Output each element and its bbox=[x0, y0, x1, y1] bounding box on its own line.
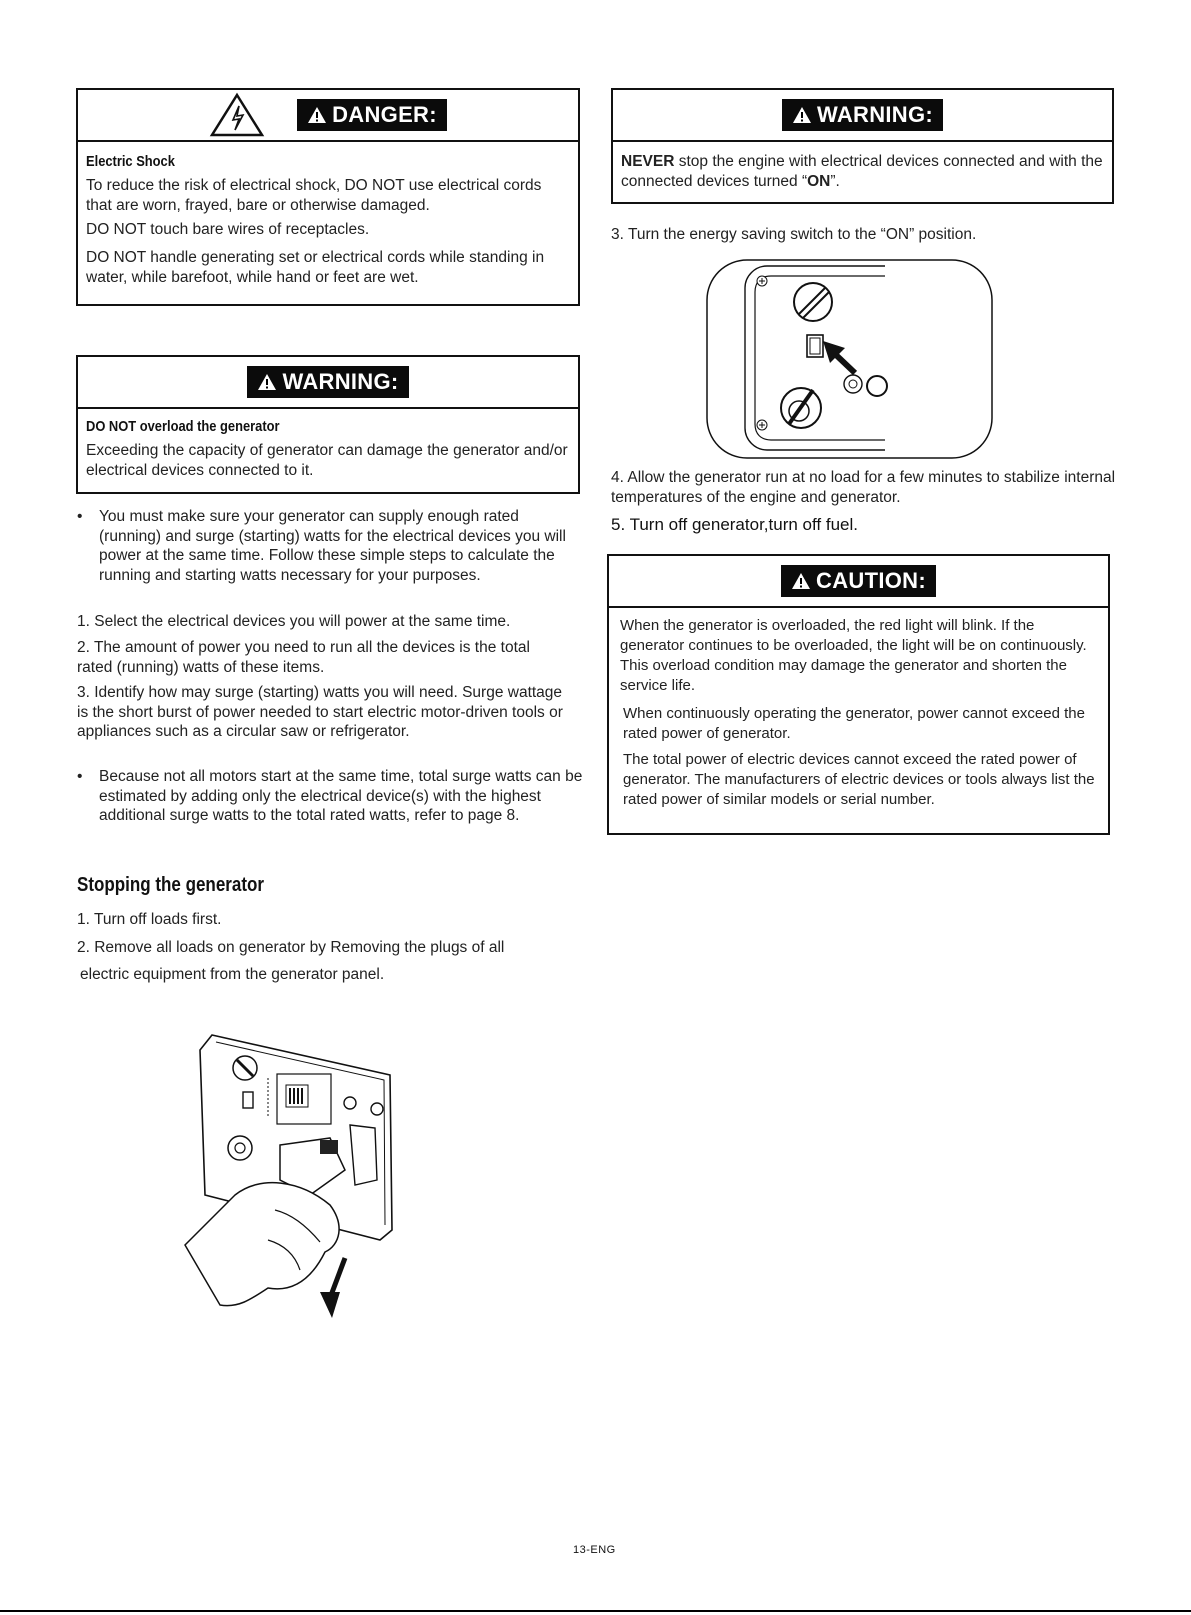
energy-switch-illustration bbox=[705, 258, 995, 463]
alert-triangle-icon bbox=[791, 572, 811, 590]
danger-box-header bbox=[78, 90, 578, 142]
warning-box-never-stop-body bbox=[613, 142, 1112, 192]
bullet-dot: • bbox=[77, 508, 83, 525]
danger-paragraph-1: To reduce the risk of electrical shock, DO NOT use electrical cords that are worn, frayed, bare or otherwise damaged. bbox=[86, 177, 542, 214]
warning-box-never-stop bbox=[611, 88, 1114, 204]
warning-box-never-stop-header bbox=[613, 90, 1112, 142]
caution-box-header bbox=[609, 556, 1108, 608]
caution-box bbox=[607, 554, 1110, 835]
step-2-amount: 2. The amount of power you need to run all the devices is the total rated (running) watts of these items. bbox=[77, 639, 530, 676]
danger-paragraph-3: DO NOT handle generating set or electrical cords while standing in water, while barefoot, while hand or feet are wet. bbox=[86, 249, 545, 286]
warning-badge bbox=[247, 366, 408, 398]
step-5-turn-off: 5. Turn off generator,turn off fuel. bbox=[611, 515, 858, 534]
never-stop-text-a: stop the engine with electrical devices connected and with the connected devices turned “ bbox=[621, 153, 1103, 190]
caution-paragraph-3: The total power of electric devices cannot exceed the rated power of generator. The manufacturers of electric devices or tools always list the rated power of similar models or serial number. bbox=[623, 751, 1095, 808]
step-3-identify: 3. Identify how may surge (starting) watts you will need. Surge wattage is the short burst of power needed to start electric motor-driven tools or appliances such as a circular saw or refrigerator. bbox=[77, 684, 563, 740]
overload-text: Exceeding the capacity of generator can damage the generator and/or electrical devices connected to it. bbox=[86, 442, 568, 479]
warning-badge bbox=[782, 99, 943, 131]
caution-label: CAUTION: bbox=[816, 568, 926, 593]
alert-triangle-icon bbox=[792, 106, 812, 124]
footer-rule bbox=[0, 1610, 1191, 1612]
danger-label: DANGER: bbox=[332, 102, 437, 127]
warning-box-overload bbox=[76, 355, 580, 494]
overload-subhead: DO NOT overload the generator bbox=[86, 418, 280, 435]
step-3-energy-switch: 3. Turn the energy saving switch to the “ON” position. bbox=[611, 226, 977, 243]
danger-badge bbox=[297, 99, 447, 131]
step-1-select: 1. Select the electrical devices you will power at the same time. bbox=[77, 613, 511, 630]
danger-paragraph-2: DO NOT touch bare wires of receptacles. bbox=[86, 221, 370, 238]
bullet-text-supply: You must make sure your generator can supply enough rated (running) and surge (starting) watts for the electrical devices you will power at the same time. Follow these simple steps to calculate the running and starting watts necessary for your purposes. bbox=[99, 508, 566, 584]
never-stop-text bbox=[621, 152, 1104, 192]
warning-box-overload-body bbox=[78, 409, 578, 481]
stopping-step-2b: electric equipment from the generator panel. bbox=[80, 966, 385, 983]
stopping-step-1: 1. Turn off loads first. bbox=[77, 911, 222, 928]
never-emphasis: NEVER bbox=[621, 153, 675, 170]
alert-triangle-icon bbox=[257, 373, 277, 391]
caution-box-body bbox=[609, 608, 1108, 810]
never-stop-text-b: ”. bbox=[830, 173, 840, 190]
section-title-stopping: Stopping the generator bbox=[77, 874, 264, 896]
warning-label: WARNING: bbox=[282, 369, 399, 394]
alert-triangle-icon bbox=[307, 106, 327, 124]
on-emphasis: ON bbox=[807, 173, 831, 190]
warning-box-overload-header bbox=[78, 357, 578, 409]
caution-paragraph-1: When the generator is overloaded, the red light will blink. If the generator continues to be overloaded, the light will be on continuously. This overload condition may damage the generator and shorten the service life. bbox=[620, 617, 1087, 694]
page-number: 13-ENG bbox=[573, 1544, 616, 1556]
electric-hazard-icon bbox=[209, 92, 265, 138]
danger-box-body bbox=[78, 142, 578, 288]
unplug-illustration bbox=[180, 1030, 410, 1320]
caution-paragraph-2: When continuously operating the generator, power cannot exceed the rated power of generator. bbox=[623, 705, 1085, 742]
warning-label: WARNING: bbox=[816, 102, 934, 127]
bullet-dot: • bbox=[77, 768, 83, 785]
stopping-step-2a: 2. Remove all loads on generator by Removing the plugs of all bbox=[77, 939, 505, 956]
bullet-text-motors: Because not all motors start at the same time, total surge watts can be estimated by adding only the electrical device(s) with the highest additional surge watts to the total rated watts, refer to page 8. bbox=[99, 768, 583, 824]
danger-subhead: Electric Shock bbox=[86, 153, 175, 170]
step-4-stabilize: 4. Allow the generator run at no load for a few minutes to stabilize internal temperatures of the engine and generator. bbox=[611, 469, 1116, 506]
caution-badge bbox=[781, 565, 936, 597]
danger-box bbox=[76, 88, 580, 306]
